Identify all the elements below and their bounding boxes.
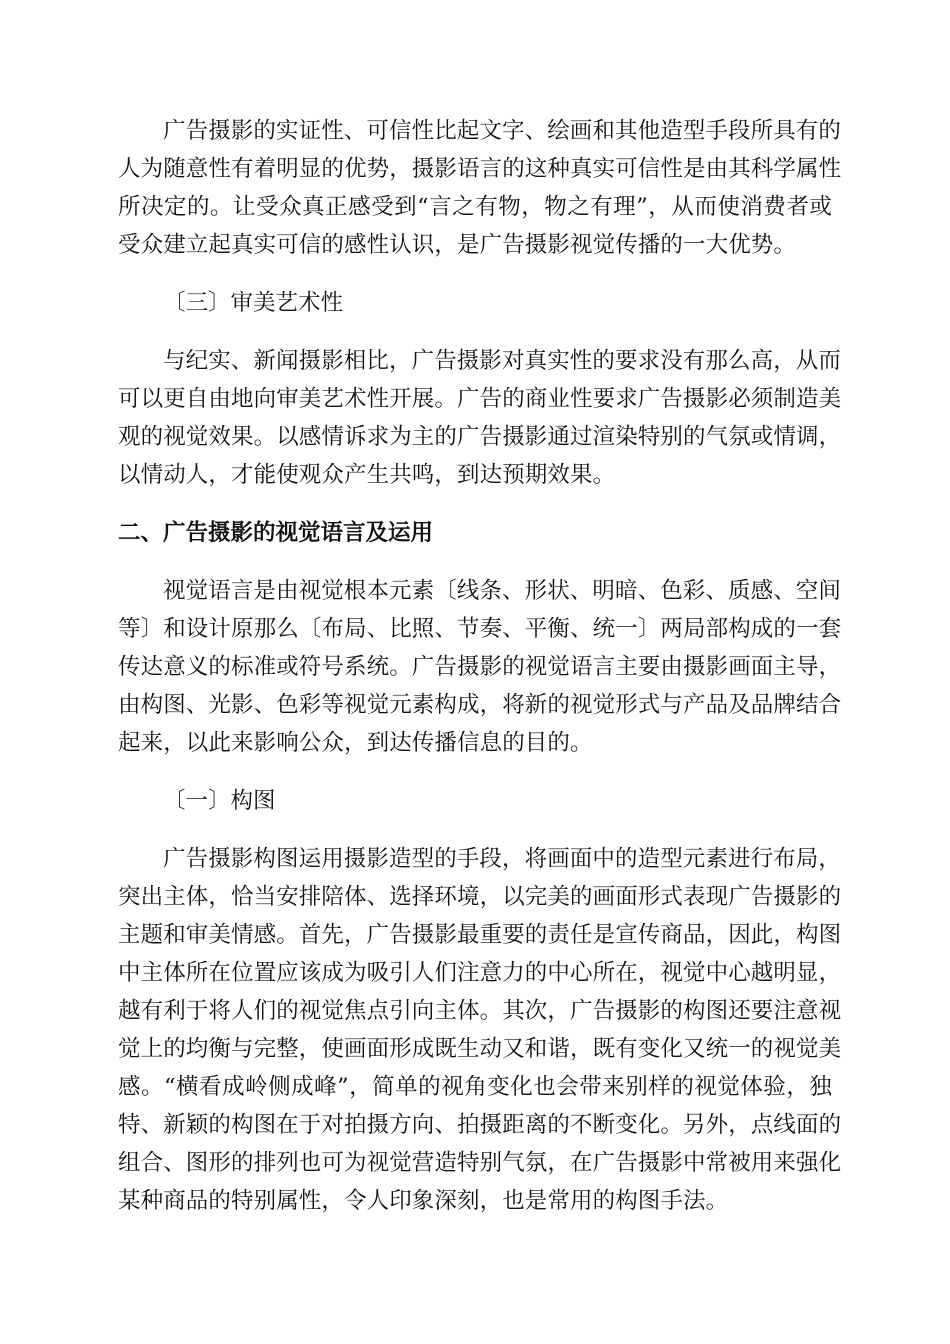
text-line: 广告摄影构图运用摄影造型的手段，将画面中的造型元素进行布局， — [163, 846, 842, 872]
text-line: 视觉语言是由视觉根本元素〔线条、形状、明暗、色彩、质感、空间 — [163, 578, 842, 604]
text-line: 起来，以此来影响公众，到达传播信息的目的。 — [118, 730, 593, 756]
paragraph-aesthetic — [118, 342, 842, 494]
text-line: 与纪实、新闻摄影相比，广告摄影对真实性的要求没有那么高，从而 — [163, 348, 842, 374]
subheading-composition: 〔一〕构图 — [163, 788, 276, 814]
text-line: 某种商品的特别属性，令人印象深刻，也是常用的构图手法。 — [118, 1188, 729, 1214]
paragraph-credibility — [118, 112, 842, 264]
text-line: 觉上的均衡与完整，使画面形成既生动又和谐，既有变化又统一的视觉美 — [118, 1036, 842, 1062]
paragraph-composition — [118, 840, 842, 1220]
text-line: 等〕和设计原那么〔布局、比照、节奏、平衡、统一〕两局部构成的一套 — [118, 616, 842, 642]
text-line: 越有利于将人们的视觉焦点引向主体。其次，广告摄影的构图还要注意视 — [118, 998, 842, 1024]
text-line: 突出主体，恰当安排陪体、选择环境，以完美的画面形式表现广告摄影的 — [118, 884, 842, 910]
text-line: 中主体所在位置应该成为吸引人们注意力的中心所在，视觉中心越明显， — [118, 960, 842, 986]
text-line: 观的视觉效果。以感情诉求为主的广告摄影通过渲染特别的气氛或情调， — [118, 424, 842, 450]
section-heading-visual-language: 二、广告摄影的视觉语言及运用 — [118, 520, 434, 546]
text-line: 以情动人，才能使观众产生共鸣，到达预期效果。 — [118, 462, 616, 488]
text-line: 特、新颖的构图在于对拍摄方向、拍摄距离的不断变化。另外，点线面的 — [118, 1112, 842, 1138]
text-line: 由构图、光影、色彩等视觉元素构成，将新的视觉形式与产品及品牌结合 — [118, 692, 842, 718]
subheading-aesthetic: 〔三〕审美艺术性 — [163, 290, 344, 316]
text-line: 广告摄影的实证性、可信性比起文字、绘画和其他造型手段所具有的 — [163, 118, 842, 144]
paragraph-visual-language — [118, 572, 842, 762]
text-line: 组合、图形的排列也可为视觉营造特别气氛，在广告摄影中常被用来强化 — [118, 1150, 842, 1176]
text-line: 主题和审美情感。首先，广告摄影最重要的责任是宣传商品，因此，构图 — [118, 922, 842, 948]
text-line: 人为随意性有着明显的优势，摄影语言的这种真实可信性是由其科学属性 — [118, 156, 842, 182]
text-line: 受众建立起真实可信的感性认识，是广告摄影视觉传播的一大优势。 — [118, 232, 797, 258]
text-line: 所决定的。让受众真正感受到“言之有物，物之有理”，从而使消费者或 — [118, 194, 832, 220]
text-line: 传达意义的标准或符号系统。广告摄影的视觉语言主要由摄影画面主导， — [118, 654, 842, 680]
document-page — [118, 112, 842, 1240]
text-line: 可以更自由地向审美艺术性开展。广告的商业性要求广告摄影必须制造美 — [118, 386, 842, 412]
text-line: 感。“横看成岭侧成峰”，简单的视角变化也会带来别样的视觉体验，独 — [118, 1074, 832, 1100]
